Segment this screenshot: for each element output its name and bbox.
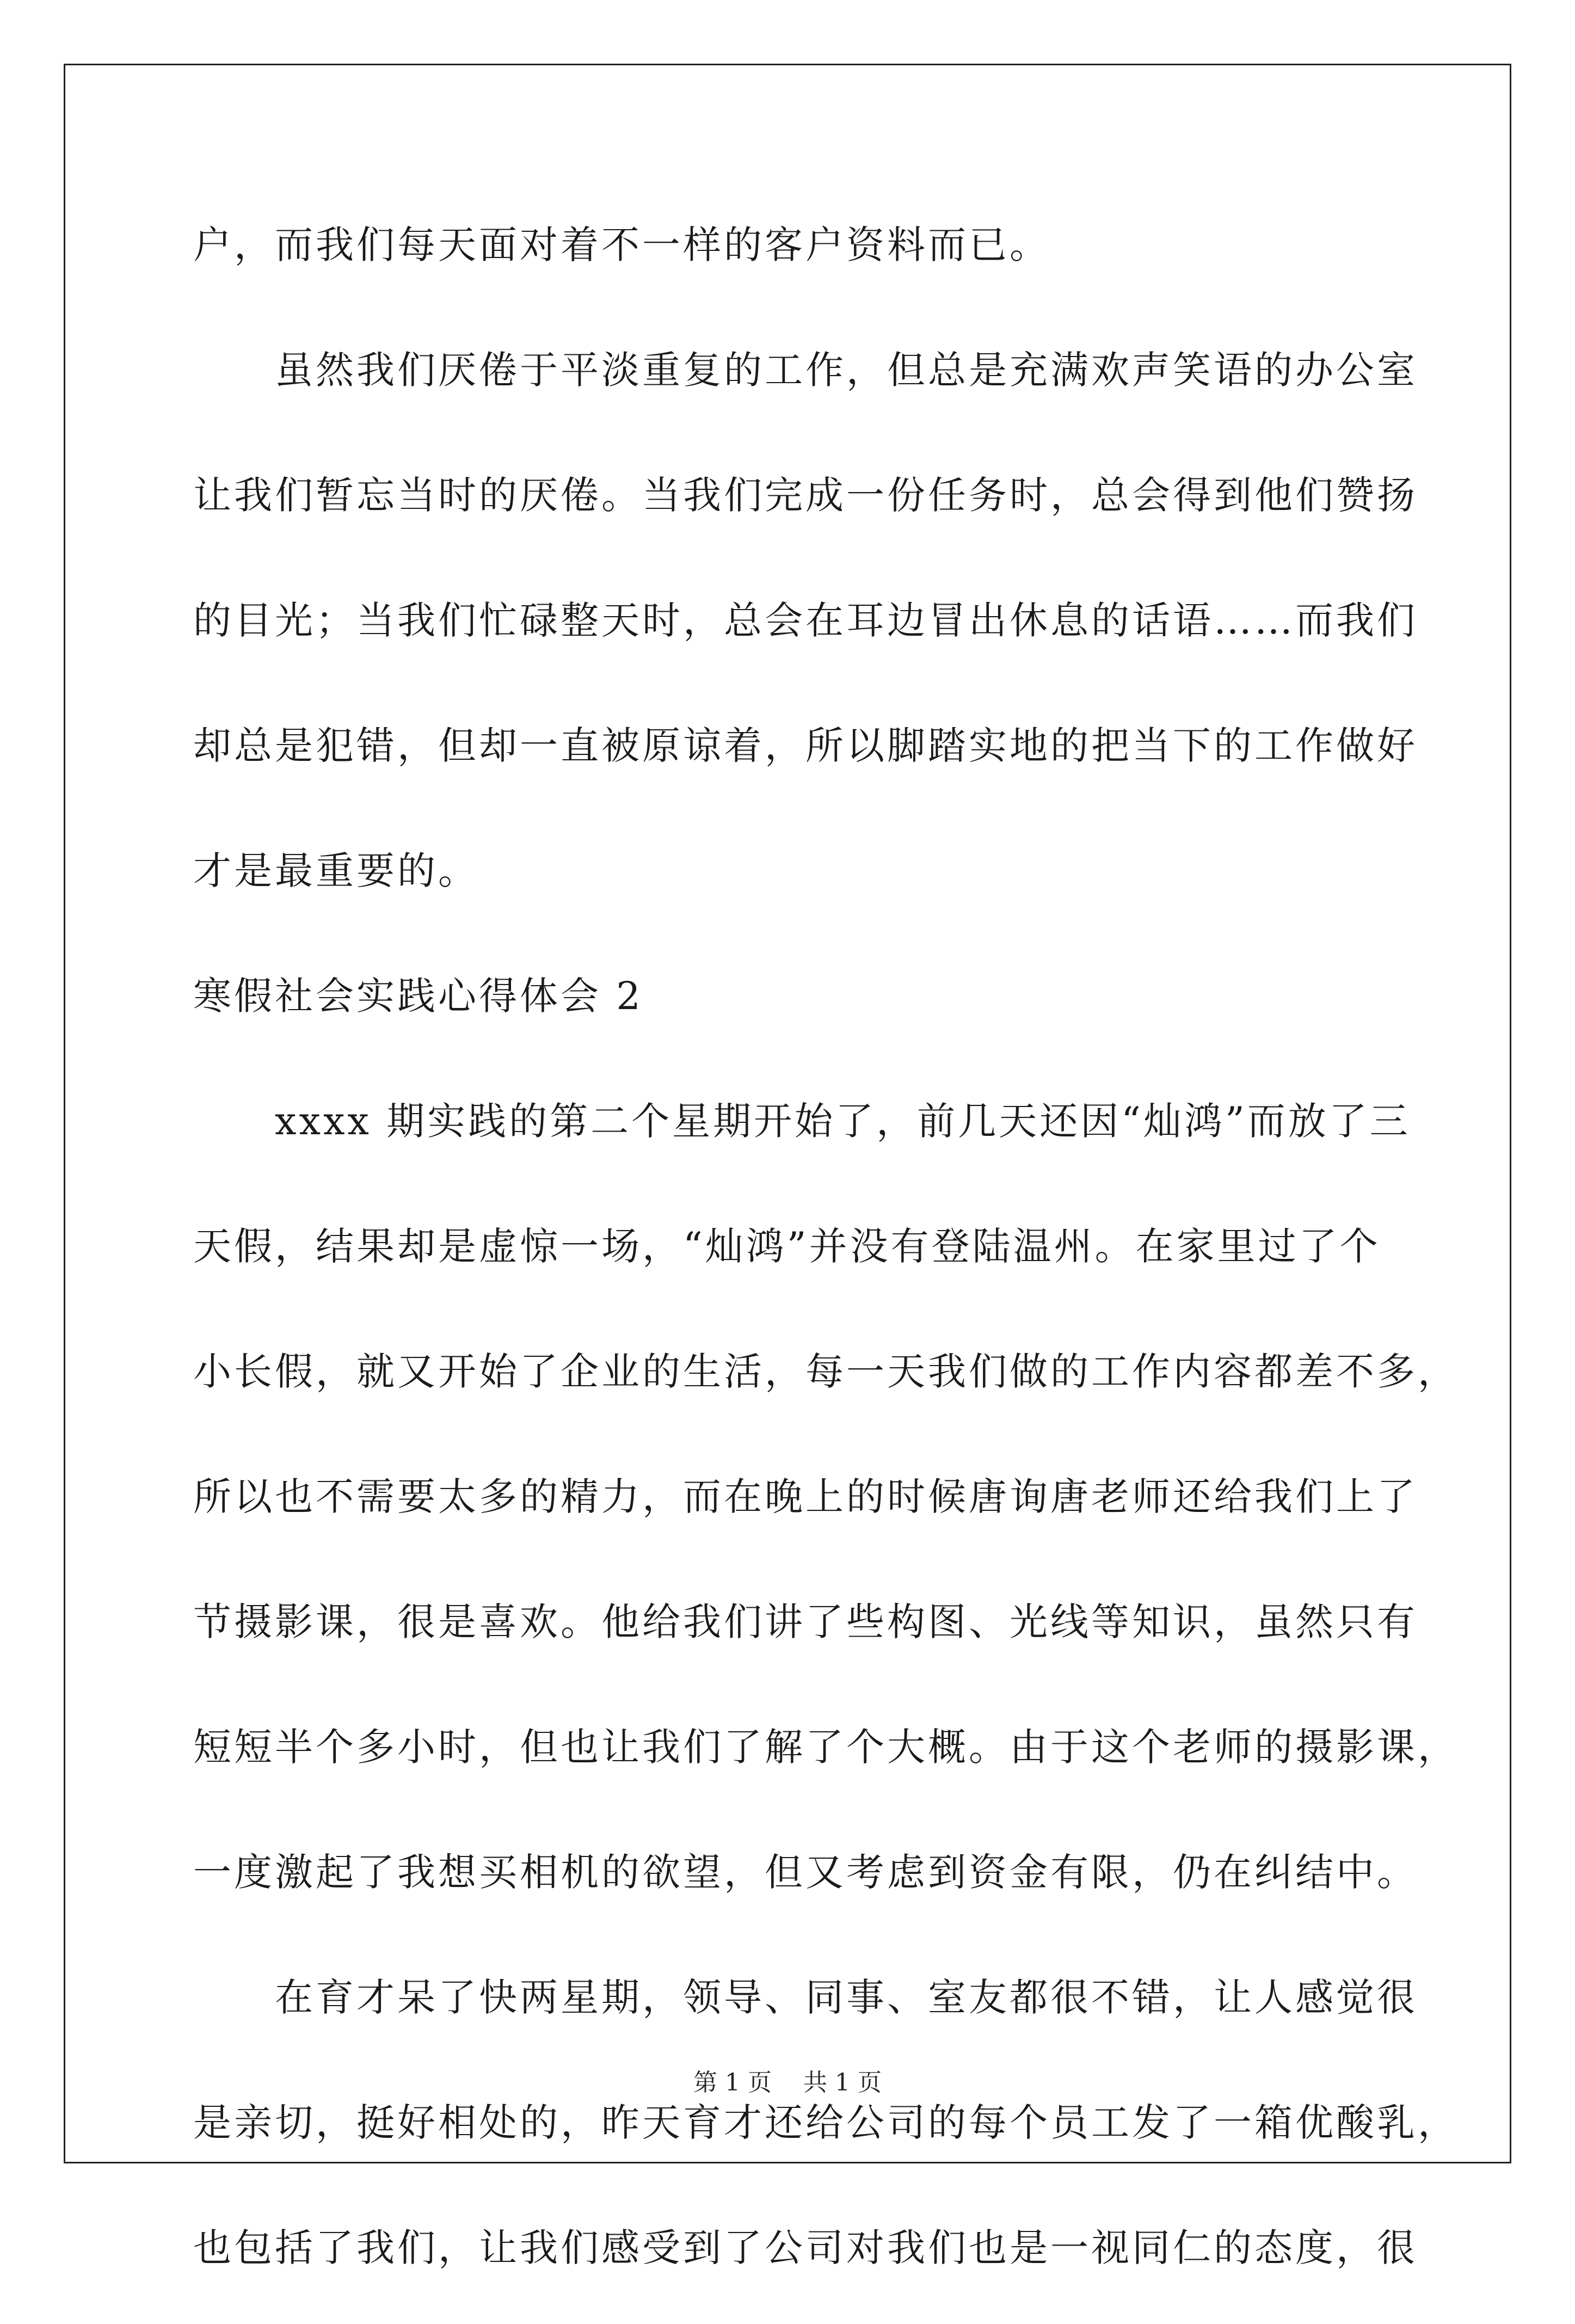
- text-line: 短短半个多小时，但也让我们了解了个大概。由于这个老师的摄影课，: [193, 1725, 1459, 1769]
- text-line: 户，而我们每天面对着不一样的客户资料而已。: [193, 223, 1050, 267]
- text-line: 节摄影课，很是喜欢。他给我们讲了些构图、光线等知识，虽然只有: [193, 1600, 1418, 1644]
- text-line: 才是最重要的。: [193, 849, 479, 893]
- page-footer: [0, 2063, 1575, 2098]
- text-line: 天假，结果却是虚惊一场，“灿鸿”并没有登陆温州。在家里过了个: [193, 1224, 1381, 1269]
- text-line: 的目光；当我们忙碌整天时，总会在耳边冒出休息的话语……而我们: [193, 598, 1418, 643]
- page-total: 共 1 页: [803, 2069, 882, 2096]
- text-line: xxxx 期实践的第二个星期开始了，前几天还因“灿鸿”而放了三: [275, 1099, 1411, 1143]
- text-line: 小长假，就又开始了企业的生活，每一天我们做的工作内容都差不多，: [193, 1349, 1459, 1394]
- text-line: 是亲切，挺好相处的，昨天育才还给公司的每个员工发了一箱优酸乳，: [193, 2100, 1459, 2145]
- text-line: 却总是犯错，但却一直被原谅着，所以脚踏实地的把当下的工作做好: [193, 723, 1418, 768]
- document-body: [193, 196, 1459, 2324]
- section-heading: 寒假社会实践心得体会 2: [193, 974, 643, 1018]
- text-line: 一度激起了我想买相机的欲望，但又考虑到资金有限，仍在纠结中。: [193, 1850, 1418, 1895]
- text-line: 让我们暂忘当时的厌倦。当我们完成一份任务时，总会得到他们赞扬: [193, 473, 1418, 518]
- text-line: 也包括了我们，让我们感受到了公司对我们也是一视同仁的态度，很: [193, 2225, 1418, 2270]
- text-line: 在育才呆了快两星期，领导、同事、室友都很不错，让人感觉很: [275, 1975, 1418, 2020]
- page-number: 第 1 页: [693, 2069, 772, 2096]
- text-line: 虽然我们厌倦于平淡重复的工作，但总是充满欢声笑语的办公室: [275, 348, 1418, 392]
- text-line: 所以也不需要太多的精力，而在晚上的时候唐询唐老师还给我们上了: [193, 1474, 1418, 1519]
